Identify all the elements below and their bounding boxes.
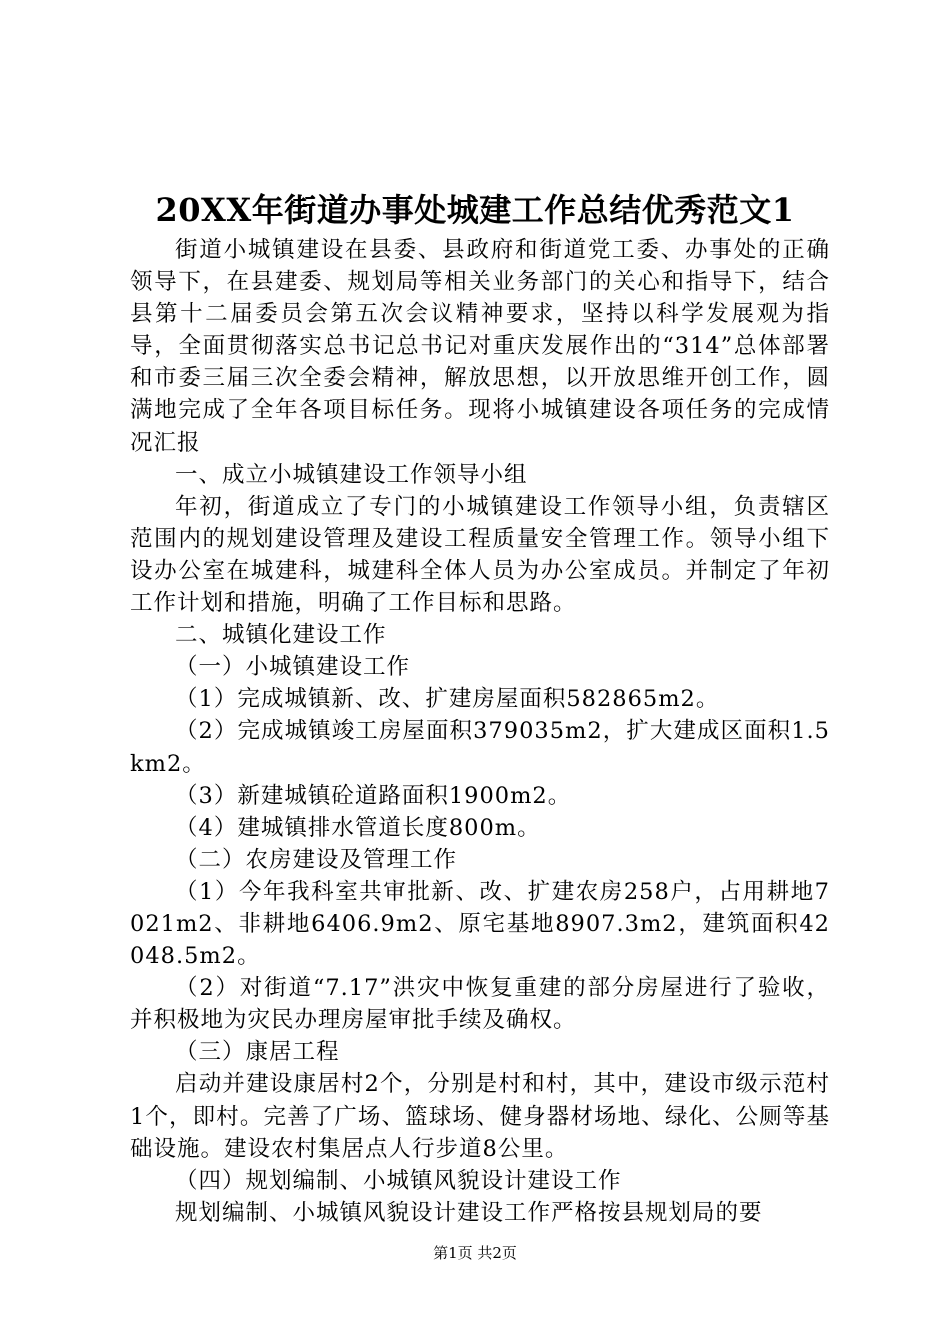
paragraph: 年初，街道成立了专门的小城镇建设工作领导小组，负责辖区范围内的规划建设管理及建设工程质量安全管理工作。领导小组下设办公室在城建科，城建科全体人员为办公室成员。并制定了年初工作计划和措施，明确了工作目标和思路。 xyxy=(130,493,830,617)
list-item: （4）建城镇排水管道长度800m。 xyxy=(175,814,541,841)
subsection-heading: （一）小城镇建设工作 xyxy=(175,654,411,681)
list-item: （1）今年我科室共审批新、改、扩建农房258户，占用耕地7021m2、非耕地6406.9m2、原宅基地8907.3m2，建筑面积42048.5m2。 xyxy=(130,878,830,970)
section-heading: 二、城镇化建设工作 xyxy=(175,622,387,649)
paragraph: 规划编制、小城镇风貌设计建设工作严格按县规划局的要 xyxy=(175,1199,763,1226)
page-footer: 第1页 共2页 xyxy=(433,1244,517,1262)
paragraph: 启动并建设康居村2个，分别是村和村，其中，建设市级示范村1个，即村。完善了广场、篮球场、健身器材场地、绿化、公厕等基础设施。建设农村集居点人行步道8公里。 xyxy=(130,1071,830,1162)
list-item: （1）完成城镇新、改、扩建房屋面积582865m2。 xyxy=(175,686,720,713)
paragraph: 街道小城镇建设在县委、县政府和街道党工委、办事处的正确领导下，在县建委、规划局等相关业务部门的关心和指导下，结合县第十二届委员会第五次会议精神要求，坚持以科学发展观为指导，全面贯彻落实总书记总书记对重庆发展作出的“314”总体部署和市委三届三次全委会精神，解放思想，以开放思维开创工作，圆满地完成了全年各项目标任务。现将小城镇建设各项任务的完成情况汇报 xyxy=(130,237,830,456)
subsection-heading: （四）规划编制、小城镇风貌设计建设工作 xyxy=(175,1167,622,1194)
section-heading: 一、成立小城镇建设工作领导小组 xyxy=(175,461,528,488)
document-title: 20XX年街道办事处城建工作总结优秀范文1 xyxy=(155,191,795,229)
subsection-heading: （三）康居工程 xyxy=(175,1039,340,1066)
list-item: （2）对街道“7.17”洪灾中恢复重建的部分房屋进行了验收，并积极地为灾民办理房屋审批手续及确权。 xyxy=(130,975,830,1034)
subsection-heading: （二）农房建设及管理工作 xyxy=(175,846,458,873)
list-item: （3）新建城镇砼道路面积1900m2。 xyxy=(175,782,572,809)
list-item: （2）完成城镇竣工房屋面积379035m2，扩大建成区面积1.5km2。 xyxy=(130,718,830,777)
document-body xyxy=(130,234,830,1229)
